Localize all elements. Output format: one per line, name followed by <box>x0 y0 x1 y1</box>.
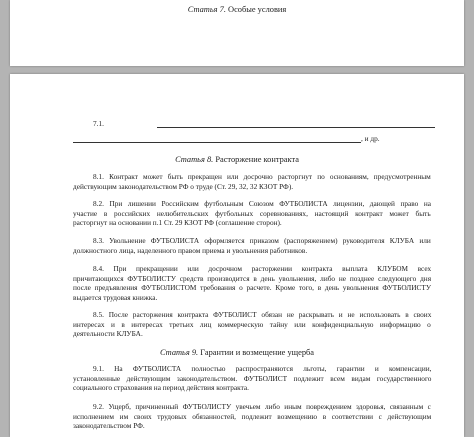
paragraph-line: исполнением им своих трудовых обязанностей, подлежит возмещению в соответствии с действующим <box>73 411 432 421</box>
clause-7-1-blank-line-1 <box>157 127 435 128</box>
paragraph-line: расторгнут на основании п.1 Ст. 29 КЗОТ РФ (соглашение сторон). <box>73 218 282 228</box>
article-8-title: Расторжение контракта <box>215 155 299 164</box>
paragraph-8-2 <box>73 199 431 228</box>
article-7-heading <box>10 5 464 15</box>
paragraph-8-5 <box>73 310 431 339</box>
document-page-top <box>10 0 464 66</box>
paragraph-line: 8.5. После расторжения контракта ФУТБОЛИСТ обязан не раскрывать и не использовать в своих <box>93 310 432 319</box>
paragraph-line: 9.2. Ущерб, причиненный ФУТБОЛИСТУ увечьем либо иным повреждением здоровья, связанным с <box>93 402 431 411</box>
clause-7-1-blank-line-2 <box>73 142 361 143</box>
paragraph-8-4 <box>73 264 431 302</box>
clause-7-1-tail: , и др. <box>361 134 380 143</box>
article-8-number: Статья 8. <box>175 155 214 164</box>
paragraph-line: выдается трудовая книжка. <box>73 292 158 302</box>
paragraph-line: 9.1. На ФУТБОЛИСТА полностью распространяются льготы, гарантии и компенсации, <box>93 364 432 373</box>
paragraph-line: интересах и в интересах третьих лиц коммерческую тайну или конфиденциальную информацию о <box>73 319 431 329</box>
paragraph-line: причитающихся ФУТБОЛИСТУ средств производится в день увольнения, либо не позднее следующего дня <box>73 273 432 283</box>
paragraph-line: законодательством РФ. <box>73 421 145 431</box>
paragraph-line: 8.3. Увольнение ФУТБОЛИСТА оформляется приказом (распоряжением) руководителя КЛУБА или <box>93 236 431 245</box>
paragraph-line: 8.2. При лишении Российским футбольным Союзом ФУТБОЛИСТА лицензии, дающей право на <box>93 199 431 208</box>
clause-7-1-label: 7.1. <box>93 119 104 128</box>
article-9-heading <box>10 348 464 358</box>
paragraph-line: действующим законодательством РФ о труде (Ст. 29, 32, 32 КЗОТ РФ). <box>73 181 294 191</box>
paragraph-9-2 <box>73 402 431 431</box>
paragraph-8-3 <box>73 236 431 255</box>
paragraph-line: должностного лица, наделенного правом приема и увольнения работников. <box>73 245 308 255</box>
paragraph-line: социального страхования на период действия контракта. <box>73 383 249 393</box>
article-8-heading <box>10 155 464 165</box>
article-9-title: Гарантии и возмещение ущерба <box>200 348 315 357</box>
paragraph-line: после предъявления ФУТБОЛИСТОМ требования о расчете. Кроме того, в день увольнения ФУТБОЛИСТУ <box>73 283 432 293</box>
paragraph-line: 8.1. Контракт может быть прекращен или досрочно расторгнут по основаниям, предусмотренным <box>93 172 431 181</box>
document-page-main <box>10 74 464 437</box>
article-7-number: Статья 7. <box>187 5 226 14</box>
paragraph-line: участие в российских нелюбительских футбольных соревнованиях, настоящий контракт может быть <box>73 208 431 218</box>
paragraph-line: 8.4. При прекращении или досрочном расторжении контракта выплата КЛУБОМ всех <box>93 264 432 273</box>
paragraph-8-1 <box>73 172 431 191</box>
article-9-number: Статья 9. <box>159 348 199 357</box>
article-7-title: Особые условия <box>228 5 287 14</box>
paragraph-line: установленные действующим законодательством. ФУТБОЛИСТ подлежит всем видам государственного <box>73 373 432 383</box>
paragraph-line: деятельности КЛУБА. <box>73 329 143 339</box>
paragraph-9-1 <box>73 364 431 393</box>
